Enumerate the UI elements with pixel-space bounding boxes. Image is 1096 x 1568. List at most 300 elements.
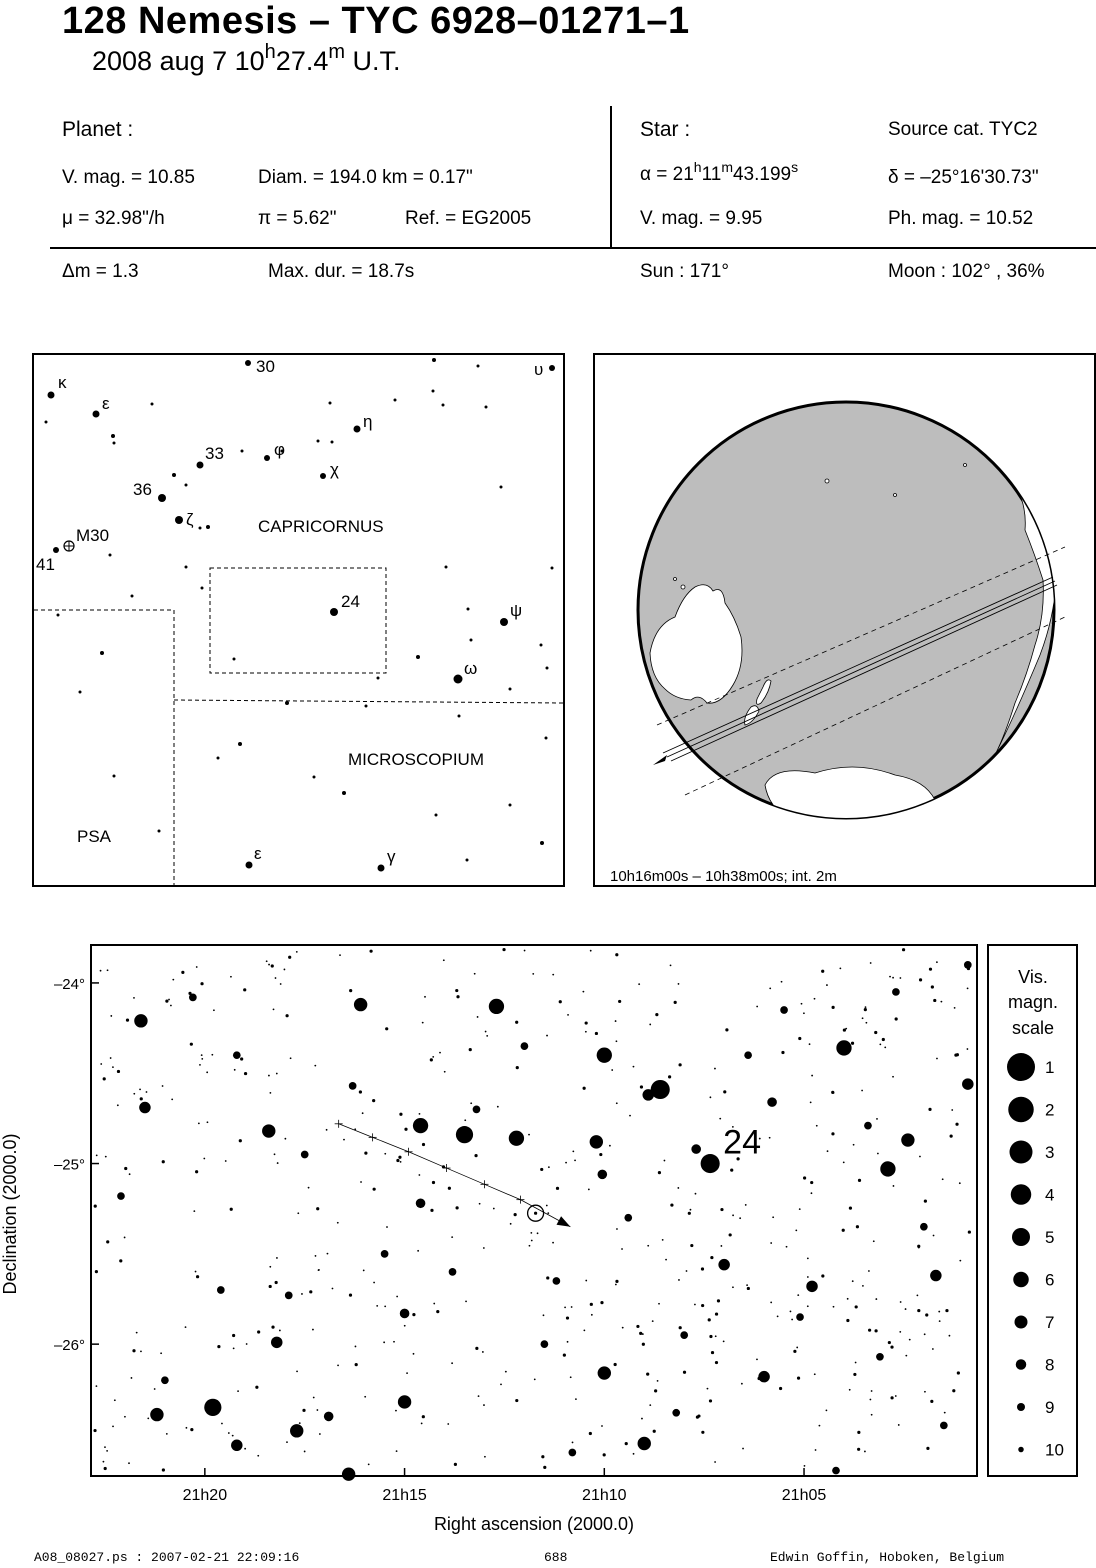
field-star bbox=[553, 1277, 561, 1285]
faint-star bbox=[233, 1347, 235, 1349]
faint-star bbox=[172, 979, 174, 981]
faint-star bbox=[832, 1006, 835, 1009]
faint-star bbox=[483, 1404, 485, 1406]
field-star bbox=[962, 1078, 974, 1090]
faint-star bbox=[745, 1204, 747, 1206]
faint-star bbox=[386, 1226, 388, 1228]
faint-star bbox=[588, 1189, 590, 1191]
faint-star bbox=[384, 1305, 386, 1307]
field-star bbox=[598, 1170, 608, 1180]
faint-star bbox=[959, 1182, 961, 1184]
faint-star bbox=[839, 967, 841, 969]
faint-star bbox=[583, 1330, 585, 1332]
faint-star bbox=[567, 1341, 569, 1343]
faint-star bbox=[678, 983, 680, 985]
faint-star bbox=[479, 1203, 481, 1205]
faint-star bbox=[355, 1363, 358, 1366]
faint-star bbox=[477, 1016, 479, 1018]
faint-star bbox=[582, 991, 584, 993]
faint-star bbox=[723, 1090, 726, 1093]
faint-star bbox=[201, 1054, 203, 1056]
faint-star bbox=[799, 1208, 801, 1210]
faint-star bbox=[239, 1139, 242, 1142]
faint-star bbox=[110, 1015, 112, 1017]
finder-chart-panel bbox=[32, 353, 565, 887]
faint-star bbox=[422, 1415, 425, 1418]
field-star bbox=[285, 1292, 293, 1300]
faint-star bbox=[203, 1158, 205, 1160]
faint-star bbox=[530, 1232, 532, 1234]
faint-star bbox=[221, 1423, 223, 1425]
info-divider-vertical bbox=[610, 106, 612, 248]
faint-star bbox=[369, 950, 372, 953]
faint-star bbox=[575, 1398, 577, 1400]
faint-star bbox=[661, 1088, 663, 1090]
faint-star bbox=[308, 1187, 310, 1189]
faint-star bbox=[133, 1093, 135, 1095]
faint-star bbox=[570, 1376, 572, 1378]
moon-elongation: Moon : 102° , 36% bbox=[888, 261, 1045, 282]
field-star bbox=[568, 1449, 576, 1457]
faint-star bbox=[730, 1168, 733, 1171]
faint-star bbox=[280, 983, 282, 985]
faint-star bbox=[933, 1235, 935, 1237]
faint-star bbox=[269, 1266, 271, 1268]
faint-star bbox=[710, 1256, 713, 1259]
faint-star bbox=[797, 1294, 799, 1296]
faint-star bbox=[591, 1314, 593, 1316]
faint-star bbox=[757, 1377, 760, 1380]
faint-star bbox=[196, 966, 198, 968]
faint-star bbox=[556, 1187, 559, 1190]
field-star bbox=[139, 1102, 151, 1114]
faint-star bbox=[146, 1091, 148, 1093]
faint-star bbox=[807, 1305, 809, 1307]
faint-star bbox=[276, 1073, 278, 1075]
faint-star bbox=[821, 1274, 824, 1277]
faint-star bbox=[404, 1325, 406, 1327]
faint-star bbox=[246, 1343, 248, 1345]
faint-star bbox=[327, 1253, 329, 1255]
faint-star bbox=[419, 1113, 421, 1115]
faint-star bbox=[213, 1009, 215, 1011]
faint-star bbox=[552, 1242, 554, 1244]
faint-star bbox=[124, 1237, 126, 1239]
field-star bbox=[161, 1376, 169, 1384]
faint-star bbox=[465, 1300, 467, 1302]
faint-star bbox=[683, 1371, 686, 1374]
faint-star bbox=[257, 1330, 260, 1333]
constellation-boundaries bbox=[34, 568, 563, 885]
faint-star bbox=[611, 1069, 613, 1071]
star-declination: δ = –25°16'30.73" bbox=[888, 167, 1039, 188]
faint-star bbox=[268, 1075, 270, 1077]
faint-star bbox=[595, 1032, 598, 1035]
faint-star bbox=[193, 1210, 195, 1212]
faint-star bbox=[515, 1399, 518, 1402]
faint-star bbox=[505, 1371, 507, 1373]
faint-star bbox=[483, 1247, 485, 1249]
faint-star bbox=[376, 1305, 378, 1307]
footer-file-info: A08_08027.ps : 2007-02-21 22:09:16 bbox=[34, 1550, 300, 1565]
faint-star bbox=[809, 1043, 811, 1045]
faint-star bbox=[454, 1463, 457, 1466]
faint-star bbox=[625, 1442, 628, 1445]
faint-star bbox=[128, 1462, 130, 1464]
faint-star bbox=[284, 1138, 286, 1140]
faint-star bbox=[368, 1464, 370, 1466]
scale-value: 2 bbox=[1045, 1100, 1055, 1120]
scale-dot bbox=[1012, 1228, 1030, 1246]
constellation-psa: PSA bbox=[77, 827, 112, 846]
constellation-microscopium: MICROSCOPIUM bbox=[348, 750, 484, 769]
faint-star bbox=[244, 1448, 246, 1450]
faint-star bbox=[547, 1212, 549, 1214]
faint-star bbox=[873, 1240, 875, 1242]
faint-star bbox=[807, 1257, 809, 1259]
faint-star bbox=[232, 1334, 235, 1337]
faint-star bbox=[876, 1118, 878, 1120]
faint-star bbox=[166, 1433, 168, 1435]
faint-star bbox=[339, 954, 341, 956]
faint-star bbox=[257, 1455, 259, 1457]
faint-star bbox=[432, 1056, 434, 1058]
faint-star bbox=[571, 1306, 573, 1308]
faint-star bbox=[888, 1341, 891, 1344]
y-tick-label: –25° bbox=[53, 1156, 85, 1174]
faint-star bbox=[732, 1214, 734, 1216]
faint-star bbox=[232, 1435, 234, 1437]
star-source-catalog: Source cat. TYC2 bbox=[888, 119, 1038, 140]
faint-star bbox=[856, 1225, 859, 1228]
faint-star bbox=[853, 1373, 856, 1376]
faint-star bbox=[638, 983, 640, 985]
faint-star bbox=[451, 1362, 453, 1364]
faint-star bbox=[500, 1383, 502, 1385]
faint-star bbox=[803, 1012, 805, 1014]
faint-star bbox=[563, 1354, 566, 1357]
faint-star bbox=[129, 1173, 131, 1175]
field-star bbox=[509, 1131, 524, 1146]
faint-star bbox=[447, 1423, 449, 1425]
faint-star bbox=[421, 1124, 423, 1126]
scale-dot bbox=[1011, 1184, 1032, 1205]
faint-star bbox=[546, 1205, 548, 1207]
faint-star bbox=[791, 1319, 793, 1321]
constellation-capricornus: CAPRICORNUS bbox=[258, 517, 384, 536]
faint-star bbox=[100, 970, 102, 972]
faint-star bbox=[796, 1347, 798, 1349]
faint-star bbox=[938, 1311, 940, 1313]
faint-star bbox=[486, 1035, 488, 1037]
ra-minute-unit: m bbox=[721, 159, 733, 175]
faint-star bbox=[756, 1358, 758, 1360]
field-star bbox=[271, 1337, 283, 1349]
path-direction-arrow bbox=[653, 755, 667, 765]
faint-star bbox=[905, 1308, 907, 1310]
faint-star bbox=[928, 1108, 931, 1111]
faint-star bbox=[96, 1385, 98, 1387]
faint-star bbox=[864, 1008, 867, 1011]
faint-star bbox=[349, 1294, 352, 1297]
faint-star bbox=[892, 1076, 894, 1078]
faint-star bbox=[633, 1066, 635, 1068]
faint-star bbox=[540, 1168, 543, 1171]
faint-star bbox=[786, 1246, 788, 1248]
faint-star bbox=[199, 1064, 201, 1066]
faint-star bbox=[484, 1456, 486, 1458]
faint-star bbox=[190, 1428, 193, 1431]
field-star bbox=[262, 1124, 275, 1137]
faint-star bbox=[810, 1101, 812, 1103]
faint-star bbox=[105, 1156, 107, 1158]
field-star bbox=[150, 1408, 163, 1421]
faint-star bbox=[185, 1326, 187, 1328]
faint-star bbox=[664, 1160, 666, 1162]
faint-star bbox=[803, 1176, 806, 1179]
faint-star bbox=[318, 1269, 320, 1271]
faint-star bbox=[814, 1373, 816, 1375]
faint-star bbox=[601, 1425, 603, 1427]
faint-star bbox=[589, 1432, 592, 1435]
faint-star bbox=[956, 1053, 959, 1056]
faint-star bbox=[690, 1244, 693, 1247]
faint-star bbox=[93, 1429, 96, 1432]
faint-star bbox=[967, 987, 969, 989]
scale-dot bbox=[1013, 1272, 1029, 1288]
faint-star bbox=[701, 1431, 704, 1434]
faint-star bbox=[899, 977, 901, 979]
faint-star bbox=[297, 1212, 299, 1214]
faint-star bbox=[413, 1353, 415, 1355]
planet-motion: μ = 32.98"/h bbox=[62, 208, 165, 229]
label-kappa: κ bbox=[58, 373, 67, 392]
faint-star bbox=[709, 1399, 712, 1402]
label-epsilon: ε bbox=[102, 394, 110, 413]
faint-star bbox=[139, 1088, 141, 1090]
faint-star bbox=[243, 988, 246, 991]
finder-chart bbox=[34, 355, 563, 885]
faint-star bbox=[781, 981, 783, 983]
field-star bbox=[940, 1422, 948, 1430]
scale-dot bbox=[1008, 1097, 1034, 1123]
faint-star bbox=[559, 1000, 562, 1003]
faint-star bbox=[653, 1430, 656, 1433]
faint-star bbox=[537, 1232, 539, 1234]
faint-star bbox=[919, 1156, 921, 1158]
field-star bbox=[413, 1118, 428, 1133]
faint-star bbox=[707, 1388, 709, 1390]
faint-star bbox=[337, 1222, 339, 1224]
faint-star bbox=[566, 1316, 569, 1319]
faint-star bbox=[269, 1285, 272, 1288]
label-36: 36 bbox=[133, 480, 152, 499]
field-star bbox=[456, 1126, 473, 1143]
faint-star bbox=[546, 1035, 548, 1037]
star-vmag: V. mag. = 9.95 bbox=[640, 208, 763, 229]
faint-star bbox=[131, 1377, 133, 1379]
faint-star bbox=[162, 1160, 165, 1163]
label-omega: ω bbox=[464, 659, 478, 678]
faint-star bbox=[171, 1098, 173, 1100]
planet-reference: Ref. = EG2005 bbox=[405, 208, 532, 229]
info-divider-horizontal bbox=[50, 247, 1096, 249]
faint-star bbox=[432, 1181, 435, 1184]
faint-star bbox=[502, 948, 505, 951]
faint-star bbox=[337, 1364, 339, 1366]
faint-star bbox=[720, 1208, 723, 1211]
faint-star bbox=[633, 1453, 635, 1455]
faint-star bbox=[288, 956, 291, 959]
faint-star bbox=[207, 1121, 209, 1123]
scale-dot bbox=[1007, 1053, 1035, 1081]
event-datetime bbox=[92, 41, 401, 77]
field-star bbox=[806, 1281, 818, 1293]
faint-star bbox=[160, 1352, 162, 1354]
planet-diameter: Diam. = 194.0 km = 0.17" bbox=[258, 167, 473, 188]
field-star bbox=[342, 1467, 355, 1480]
faint-star bbox=[665, 1259, 667, 1261]
faint-star bbox=[945, 1309, 948, 1312]
faint-star bbox=[868, 1270, 870, 1272]
label-zeta: ζ bbox=[186, 510, 194, 529]
planet-heading: Planet : bbox=[62, 118, 134, 141]
faint-star bbox=[124, 1167, 127, 1170]
faint-star bbox=[677, 1187, 679, 1189]
faint-star bbox=[372, 1099, 375, 1102]
ra-minutes: 11 bbox=[701, 164, 722, 185]
faint-star bbox=[117, 1104, 119, 1106]
faint-star bbox=[384, 1153, 386, 1155]
faint-star bbox=[332, 1288, 334, 1290]
faint-star bbox=[646, 1373, 649, 1376]
faint-star bbox=[967, 967, 970, 970]
faint-star bbox=[732, 1286, 734, 1288]
faint-star bbox=[198, 1123, 200, 1125]
faint-star bbox=[674, 1001, 677, 1004]
faint-star bbox=[302, 1409, 305, 1412]
faint-star bbox=[942, 1178, 944, 1180]
faint-star bbox=[497, 1106, 499, 1108]
faint-star bbox=[543, 1314, 545, 1316]
ra-seconds: 43.199 bbox=[732, 164, 792, 185]
field-star bbox=[473, 1106, 481, 1114]
ra-hours: α = 21 bbox=[640, 164, 694, 185]
finder-stars bbox=[45, 358, 556, 872]
faint-star bbox=[831, 1132, 834, 1135]
faint-star bbox=[301, 1293, 303, 1295]
faint-star bbox=[412, 1313, 415, 1316]
y-tick-label: –24° bbox=[53, 975, 85, 993]
faint-star bbox=[406, 1372, 408, 1374]
faint-star bbox=[306, 1155, 308, 1157]
faint-star bbox=[715, 1335, 717, 1337]
star-right-ascension bbox=[640, 159, 799, 186]
faint-star bbox=[195, 1170, 198, 1173]
faint-star bbox=[385, 1027, 388, 1030]
faint-star bbox=[276, 1257, 278, 1259]
label-epsilon-mic: ε bbox=[254, 844, 262, 863]
field-star bbox=[598, 1366, 611, 1379]
faint-star bbox=[826, 984, 828, 986]
label-gamma: γ bbox=[387, 847, 396, 866]
faint-star bbox=[464, 1119, 466, 1121]
scale-dot bbox=[1018, 1447, 1024, 1453]
faint-star bbox=[456, 995, 459, 998]
field-star bbox=[672, 1409, 680, 1417]
faint-star bbox=[225, 1160, 227, 1162]
faint-star bbox=[603, 1453, 606, 1456]
faint-star bbox=[383, 1341, 385, 1343]
field-star bbox=[349, 1082, 357, 1090]
faint-star bbox=[112, 1425, 114, 1427]
faint-star bbox=[811, 1075, 813, 1077]
faint-star bbox=[478, 1395, 480, 1397]
faint-star bbox=[955, 1123, 958, 1126]
faint-star bbox=[286, 1441, 288, 1443]
faint-star bbox=[874, 1031, 877, 1034]
scale-value: 6 bbox=[1045, 1270, 1055, 1290]
faint-star bbox=[862, 1285, 864, 1287]
faint-star bbox=[106, 1240, 109, 1243]
faint-star bbox=[679, 1063, 682, 1066]
field-star bbox=[796, 1313, 804, 1321]
faint-star bbox=[271, 1325, 274, 1328]
faint-star bbox=[104, 1446, 106, 1448]
faint-star bbox=[319, 1433, 321, 1435]
faint-star bbox=[621, 1248, 623, 1250]
faint-star bbox=[532, 973, 534, 975]
faint-star bbox=[882, 1038, 885, 1041]
faint-star bbox=[615, 1280, 618, 1283]
faint-star bbox=[285, 1014, 288, 1017]
faint-star bbox=[715, 1361, 718, 1364]
faint-star bbox=[107, 969, 109, 971]
faint-star bbox=[714, 1461, 716, 1463]
faint-star bbox=[482, 1351, 484, 1353]
faint-star bbox=[695, 1193, 697, 1195]
faint-star bbox=[857, 1448, 860, 1451]
x-tick-label: 21h10 bbox=[582, 1487, 627, 1504]
date-main: 2008 aug 7 10 bbox=[92, 46, 265, 76]
faint-star bbox=[373, 1282, 375, 1284]
faint-star bbox=[201, 1058, 203, 1060]
faint-star bbox=[572, 1150, 574, 1152]
faint-star bbox=[95, 1270, 98, 1273]
faint-star bbox=[343, 1139, 345, 1141]
faint-star bbox=[564, 1306, 566, 1308]
scale-value: 9 bbox=[1045, 1398, 1055, 1417]
scale-value: 8 bbox=[1045, 1355, 1055, 1375]
scale-title-1: Vis. bbox=[1018, 967, 1048, 987]
faint-star bbox=[400, 1161, 402, 1163]
label-24: 24 bbox=[341, 592, 360, 611]
faint-star bbox=[690, 1209, 692, 1211]
faint-star bbox=[195, 1271, 197, 1273]
faint-star bbox=[190, 1043, 193, 1046]
faint-star bbox=[395, 1410, 397, 1412]
scale-value: 10 bbox=[1045, 1440, 1064, 1460]
faint-star bbox=[858, 1179, 861, 1182]
field-star bbox=[324, 1412, 334, 1422]
label-eta: η bbox=[363, 412, 373, 431]
faint-star bbox=[284, 969, 286, 971]
faint-star bbox=[715, 1312, 718, 1315]
faint-star bbox=[649, 1024, 651, 1026]
faint-star bbox=[694, 1304, 696, 1306]
faint-star bbox=[616, 1040, 618, 1042]
faint-star bbox=[919, 978, 922, 981]
